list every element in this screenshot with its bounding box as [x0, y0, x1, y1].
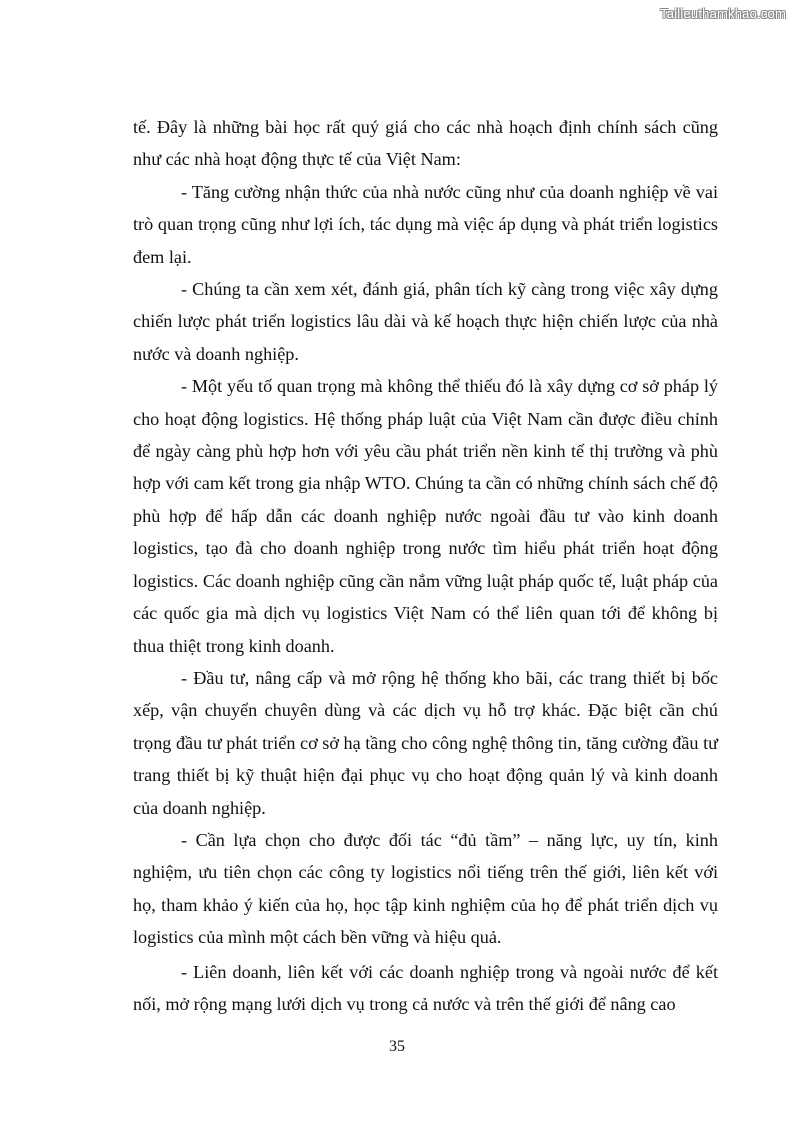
- watermark: Tailieuthamkhao.com: [660, 6, 786, 21]
- paragraph-awareness: - Tăng cường nhận thức của nhà nước cũng như của doanh nghiệp về vai trò quan trọng cũng như lợi ích, tác dụng mà việc áp dụng và phát triển logistics đem lại.: [133, 181, 718, 267]
- paragraph-infrastructure: - Đầu tư, nâng cấp và mở rộng hệ thống kho bãi, các trang thiết bị bốc xếp, vận chuyển chuyên dùng và các dịch vụ hỗ trợ khác. Đặc biệt cần chú trọng đầu tư phát triển cơ sở hạ tầng cho công nghệ thông tin, tăng cường đầu tư trang thiết bị kỹ thuật hiện đại phục vụ cho hoạt động quản lý và kinh doanh của doanh nghiệp.: [133, 667, 718, 818]
- page-number: 35: [389, 1038, 405, 1055]
- page-body: [133, 111, 718, 1020]
- paragraph-partners: - Cần lựa chọn cho được đối tác “đủ tầm” – năng lực, uy tín, kinh nghiệm, ưu tiên chọn các công ty logistics nổi tiếng trên thế giới, liên kết với họ, tham khảo ý kiến của họ, học tập kinh nghiệm của họ để phát triển dịch vụ logistics của mình một cách bền vững và hiệu quả.: [133, 829, 718, 948]
- paragraph-joint-venture: - Liên doanh, liên kết với các doanh nghiệp trong và ngoài nước để kết nối, mở rộng mạng lưới dịch vụ trong cả nước và trên thế giới để nâng cao: [133, 961, 718, 1014]
- paragraph-legal-framework: - Một yếu tố quan trọng mà không thể thiếu đó là xây dựng cơ sở pháp lý cho hoạt động logistics. Hệ thống pháp luật của Việt Nam cần được điều chỉnh để ngày càng phù hợp hơn với yêu cầu phát triển nền kinh tế thị trường và phù hợp với cam kết trong gia nhập WTO. Chúng ta cần có những chính sách chế độ phù hợp để hấp dẫn các doanh nghiệp nước ngoài đầu tư vào kinh doanh logistics, tạo đà cho doanh nghiệp trong nước tìm hiểu phát triển hoạt động logistics. Các doanh nghiệp cũng cần nắm vững luật pháp quốc tế, luật pháp của các quốc gia mà dịch vụ logistics Việt Nam có thể liên quan tới để không bị thua thiệt trong kinh doanh.: [133, 376, 718, 656]
- paragraph-strategy: - Chúng ta cần xem xét, đánh giá, phân tích kỹ càng trong việc xây dựng chiến lược phát triển logistics lâu dài và kế hoạch thực hiện chiến lược của nhà nước và doanh nghiệp.: [133, 279, 718, 364]
- paragraph-continuation: tế. Đây là những bài học rất quý giá cho các nhà hoạch định chính sách cũng như các nhà hoạt động thực tế của Việt Nam:: [133, 117, 718, 170]
